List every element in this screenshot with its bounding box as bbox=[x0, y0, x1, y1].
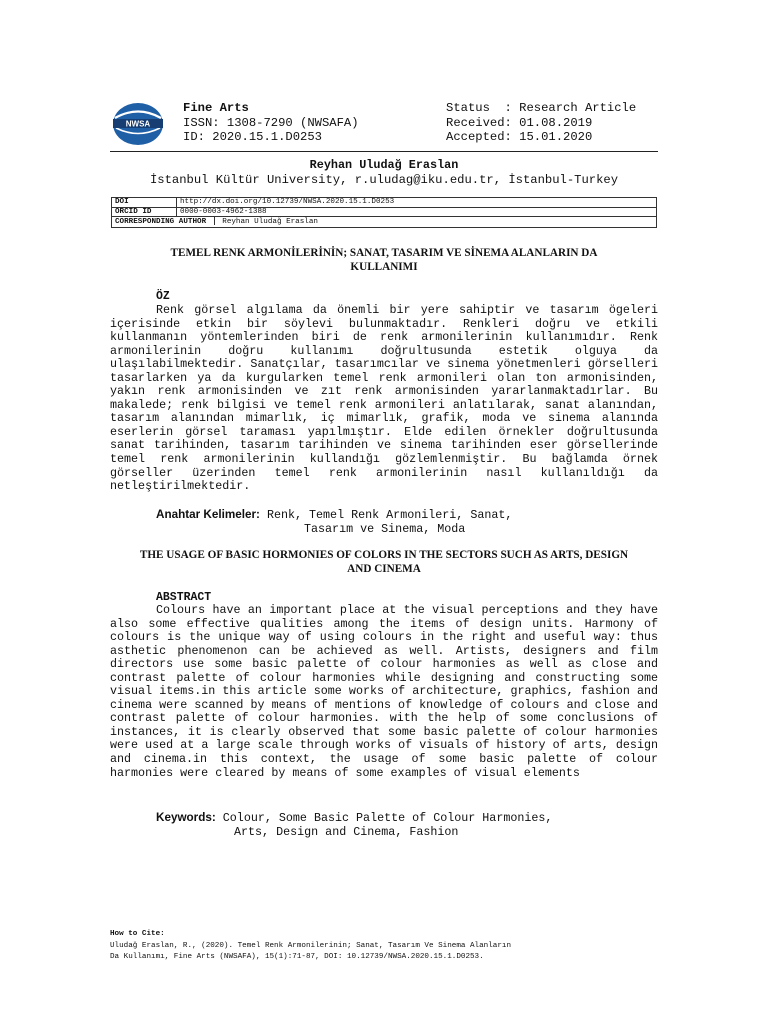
author-affiliation: İstanbul Kültür University, r.uludag@iku.edu.tr, İstanbul-Turkey bbox=[149, 173, 619, 187]
turkish-abstract-text: Renk görsel algılama da önemli bir yere sahiptir ve tasarım ögeleri içerisinde etkin bir söylevi bulunmaktadır. Renkleri doğru ve etkili kullanmanın yöntemlerinden biri de renk armonilerinin kullanımıdır. Renk armonilerinin doğru kullanımı doğrultusunda estetik olguya da ulaşılabilmektedir. Sanatçılar, tasarımcılar ve sinema yönetmenleri görselleri tasarlarken ya da kurgularken temel renk armonileri olan ton armonisinden, yakın renk armonisinden ve zıt renk armonisinden yararlanmaktadırlar. Bu makalede; renk bilgisi ve temel renk armonileri anlatılarak, sanat alanından, tasarım alanından mimarlık, iç mimarlık, grafik, moda ve sinema alanında eserlerin görsel taraması yapılmıştır. Elde edilen örnekler doğrultusunda sanat tarihinden, tasarım tarihinden ve sinema tarihinden eser görsellerinde temel renk armonilerinin kullandığı gözlemlenmiştir. Bu bağlamda örnek görseller üzerinden temel renk armonilerinin nasıl kullanıldığı da netleştirilmektedir. bbox=[110, 303, 658, 494]
journal-info bbox=[183, 101, 359, 145]
turkish-keywords-label: Anahtar Kelimeler: bbox=[156, 508, 260, 521]
corresponding-value: Reyhan Uludağ Eraslan bbox=[222, 218, 318, 226]
orcid-row bbox=[112, 207, 657, 217]
citation-line-1: Uludağ Eraslan, R., (2020). Temel Renk Armonilerinin; Sanat, Tasarım Ve Sinema Alanların bbox=[110, 942, 512, 950]
english-title bbox=[110, 549, 658, 576]
doi-label: DOI bbox=[112, 198, 177, 208]
how-to-cite-text bbox=[110, 941, 660, 963]
corresponding-label: CORRESPONDING AUTHOR bbox=[115, 218, 207, 226]
turkish-title bbox=[110, 247, 658, 274]
article-info-table bbox=[111, 197, 657, 228]
turkish-keywords-line-2: Tasarım ve Sinema, Moda bbox=[304, 522, 466, 536]
turkish-abstract bbox=[110, 304, 658, 494]
accepted-date: Accepted: 15.01.2020 bbox=[446, 130, 593, 144]
nwsa-logo bbox=[112, 101, 164, 147]
english-abstract-text: Colours have an important place at the visual perceptions and they have also some effective qualities among the items of design units. Harmony of colours is the unique way of using colours in the right and useful way: thus asthetic phenomenon can be achieved as well. Artists, designers and film directors use some basic palette of colour harmonies as well as close and contrast palette of colour harmonies while designing and constructing some visual items.in this article some works of architecture, graphics, fashion and cinema were scanned by means of mentions of knowledge of colours and close and contrast palette of colour harmonies. with the help of some conclusions of instances, it is clearly observed that some basic palette of colour harmonies were used at a large scale through works of visuals of history of arts, design and cinema.in this context, the usage of some basic palette of colour harmonies were cleared by means of some examples of visual elements bbox=[110, 603, 658, 780]
turkish-title-line-2: KULLANIMI bbox=[350, 260, 418, 273]
turkish-title-line-1: TEMEL RENK ARMONİLERİNİN; SANAT, TASARIM VE SİNEMA ALANLARIN DA bbox=[170, 247, 598, 259]
logo-text: NWSA bbox=[125, 119, 151, 129]
citation-line-2: Da Kullanımı, Fine Arts (NWSAFA), 15(1):71-87, DOI: 10.12739/NWSA.2020.15.1.D0253. bbox=[110, 953, 484, 961]
english-keywords-line-1: Colour, Some Basic Palette of Colour Harmonies, bbox=[222, 811, 553, 825]
how-to-cite-heading: How to Cite: bbox=[110, 930, 165, 938]
doi-row bbox=[112, 198, 657, 208]
turkish-keywords bbox=[156, 508, 512, 523]
author-name: Reyhan Uludağ Eraslan bbox=[309, 158, 459, 172]
doi-link[interactable]: http://dx.doi.org/10.12739/NWSA.2020.15.1.D0253 bbox=[177, 198, 657, 208]
english-keywords-label: Keywords: bbox=[156, 811, 216, 824]
english-title-line-1: THE USAGE OF BASIC HORMONIES OF COLORS IN THE SECTORS SUCH AS ARTS, DESIGN bbox=[139, 549, 629, 561]
english-title-line-2: AND CINEMA bbox=[347, 562, 421, 575]
turkish-keywords-line-1: Renk, Temel Renk Armonileri, Sanat, bbox=[266, 508, 513, 522]
journal-name: Fine Arts bbox=[183, 101, 249, 115]
received-date: Received: 01.08.2019 bbox=[446, 115, 593, 130]
status: Status : Research Article bbox=[446, 101, 637, 115]
oz-heading: ÖZ bbox=[156, 290, 170, 303]
article-status-info bbox=[446, 101, 636, 145]
english-keywords bbox=[156, 811, 552, 826]
orcid-label: ORCID ID bbox=[112, 207, 177, 217]
corresponding-row bbox=[112, 217, 657, 228]
english-abstract bbox=[110, 604, 658, 780]
english-keywords-line-2: Arts, Design and Cinema, Fashion bbox=[234, 825, 459, 839]
abstract-heading: ABSTRACT bbox=[156, 591, 212, 604]
article-id: ID: 2020.15.1.D0253 bbox=[183, 130, 322, 144]
issn: ISSN: 1308-7290 (NWSAFA) bbox=[183, 115, 359, 130]
header-divider bbox=[110, 151, 658, 152]
orcid-value[interactable]: 0000-0003-4962-1388 bbox=[177, 207, 657, 217]
